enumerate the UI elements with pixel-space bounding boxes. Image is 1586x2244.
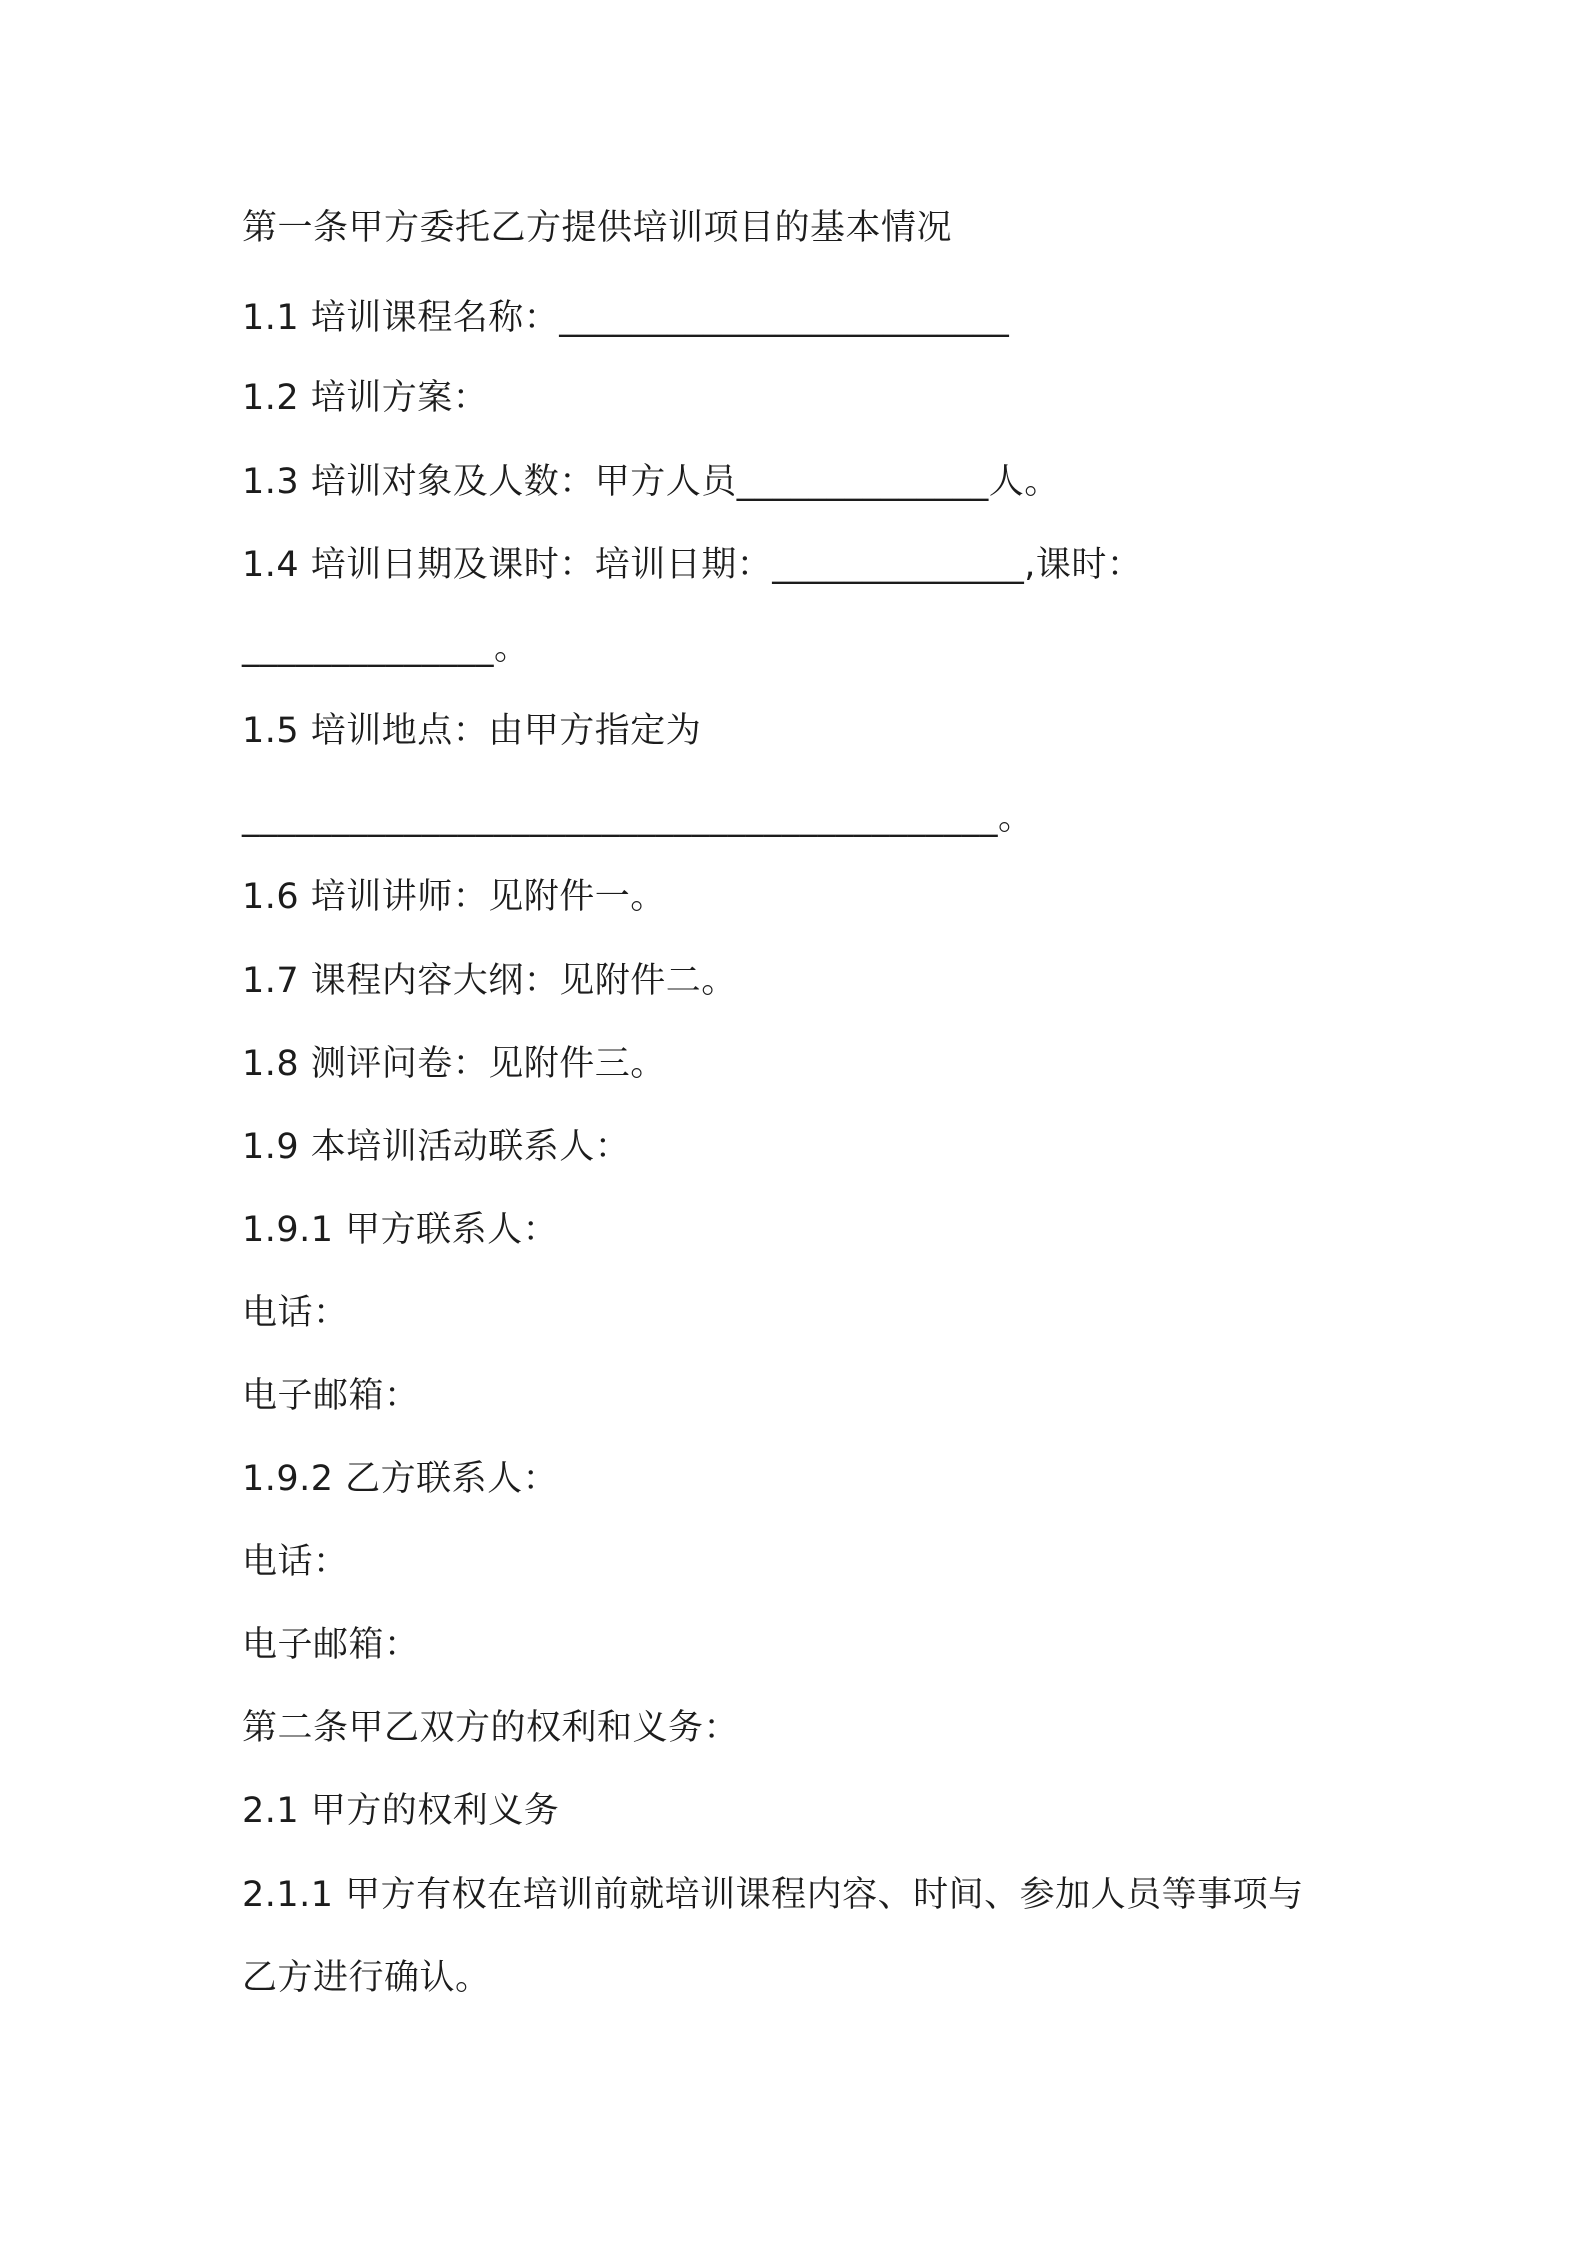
- article-2-heading: 第二条甲乙双方的权利和义务：: [242, 1708, 740, 1748]
- clause-1-4-date-hours: 1.4 培训日期及课时：培训日期：______________,课时：: [242, 545, 1143, 585]
- clause-1-8-survey: 1.8 测评问卷：见附件三。: [242, 1044, 666, 1084]
- party-b-email: 电子邮箱：: [242, 1625, 420, 1665]
- clause-2-1-1-continuation: 乙方进行确认。: [242, 1958, 491, 1998]
- clause-1-9-2-party-b-contact: 1.9.2 乙方联系人：: [242, 1459, 559, 1499]
- clause-1-1-course-name: 1.1 培训课程名称：_________________________: [242, 298, 1010, 338]
- clause-1-6-trainer: 1.6 培训讲师：见附件一。: [242, 877, 666, 917]
- clause-2-1-1-text: 2.1.1 甲方有权在培训前就培训课程内容、时间、参加人员等事项与: [242, 1875, 1304, 1915]
- clause-1-4-continuation: ______________。: [242, 628, 530, 668]
- clause-1-7-outline: 1.7 课程内容大纲：见附件二。: [242, 961, 737, 1001]
- clause-1-9-contacts: 1.9 本培训活动联系人：: [242, 1127, 631, 1167]
- party-a-email: 电子邮箱：: [242, 1376, 420, 1416]
- party-a-phone: 电话：: [242, 1293, 349, 1333]
- clause-1-9-1-party-a-contact: 1.9.1 甲方联系人：: [242, 1210, 559, 1250]
- party-b-phone: 电话：: [242, 1542, 349, 1582]
- article-1-heading: 第一条甲方委托乙方提供培训项目的基本情况: [242, 208, 953, 248]
- clause-1-2-training-plan: 1.2 培训方案：: [242, 378, 489, 418]
- clause-2-1-heading: 2.1 甲方的权利义务: [242, 1791, 560, 1831]
- clause-1-5-continuation: __________________________________________。: [242, 798, 1034, 838]
- clause-1-3-trainees: 1.3 培训对象及人数：甲方人员______________人。: [242, 462, 1060, 502]
- clause-1-5-location: 1.5 培训地点：由甲方指定为: [242, 711, 702, 751]
